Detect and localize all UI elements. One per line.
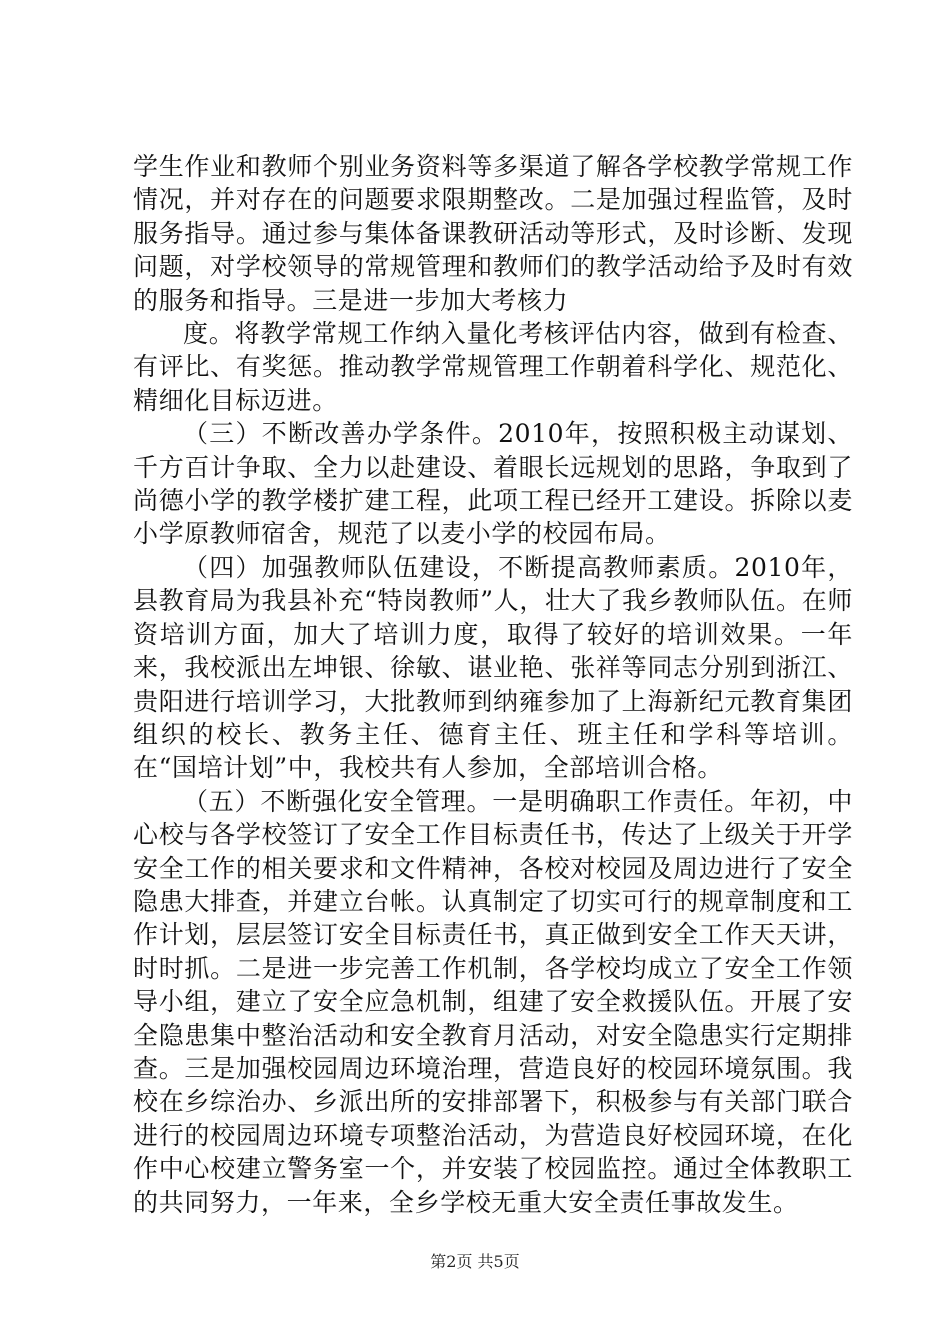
paragraph-section-three: （三）不断改善办学条件。2010年，按照积极主动谋划、千方百计争取、全力以赴建设、着眼长远规划的思路，争取到了尚德小学的教学楼扩建工程，此项工程已经开工建设。拆除以麦小学原教师宿舍，规范了以麦小学的校园布局。: [133, 419, 853, 549]
document-body: [133, 150, 853, 1219]
page-number-footer: 第2页 共5页: [430, 1252, 520, 1271]
paragraph-assessment: 度。将教学常规工作纳入量化考核评估内容，做到有检查、有评比、有奖惩。推动教学常规管理工作朝着科学化、规范化、精细化目标迈进。: [133, 319, 853, 415]
paragraph-section-four: （四）加强教师队伍建设，不断提高教师素质。2010年，县教育局为我县补充“特岗教师”人，壮大了我乡教师队伍。在师资培训方面，加大了培训力度，取得了较好的培训效果。一年来，我校派出左坤银、徐敏、谌业艳、张祥等同志分别到浙江、贵阳进行培训学习，大批教师到纳雍参加了上海新纪元教育集团组织的校长、教务主任、德育主任、班主任和学科等培训。在“国培计划”中，我校共有人参加，全部培训合格。: [133, 552, 853, 783]
paragraph-section-five: （五）不断强化安全管理。一是明确职工作责任。年初，中心校与各学校签订了安全工作目标责任书，传达了上级关于开学安全工作的相关要求和文件精神，各校对校园及周边进行了安全隐患大排查，并建立台帐。认真制定了切实可行的规章制度和工作计划，层层签订安全目标责任书，真正做到安全工作天天讲，时时抓。二是进一步完善工作机制，各学校均成立了安全工作领导小组，建立了安全应急机制，组建了安全救援队伍。开展了安全隐患集中整治活动和安全教育月活动，对安全隐患实行定期排查。三是加强校园周边环境治理，营造良好的校园环境氛围。我校在乡综治办、乡派出所的安排部署下，积极参与有关部门联合进行的校园周边环境专项整治活动，为营造良好校园环境，在化作中心校建立警务室一个，并安装了校园监控。通过全体教职工的共同努力，一年来，全乡学校无重大安全责任事故发生。: [133, 786, 853, 1217]
paragraph-continuation: 学生作业和教师个别业务资料等多渠道了解各学校教学常规工作情况，并对存在的问题要求限期整改。二是加强过程监管，及时服务指导。通过参与集体备课教研活动等形式，及时诊断、发现问题，对学校领导的常规管理和教师们的教学活动给予及时有效的服务和指导。三是进一步加大考核力: [133, 152, 853, 315]
